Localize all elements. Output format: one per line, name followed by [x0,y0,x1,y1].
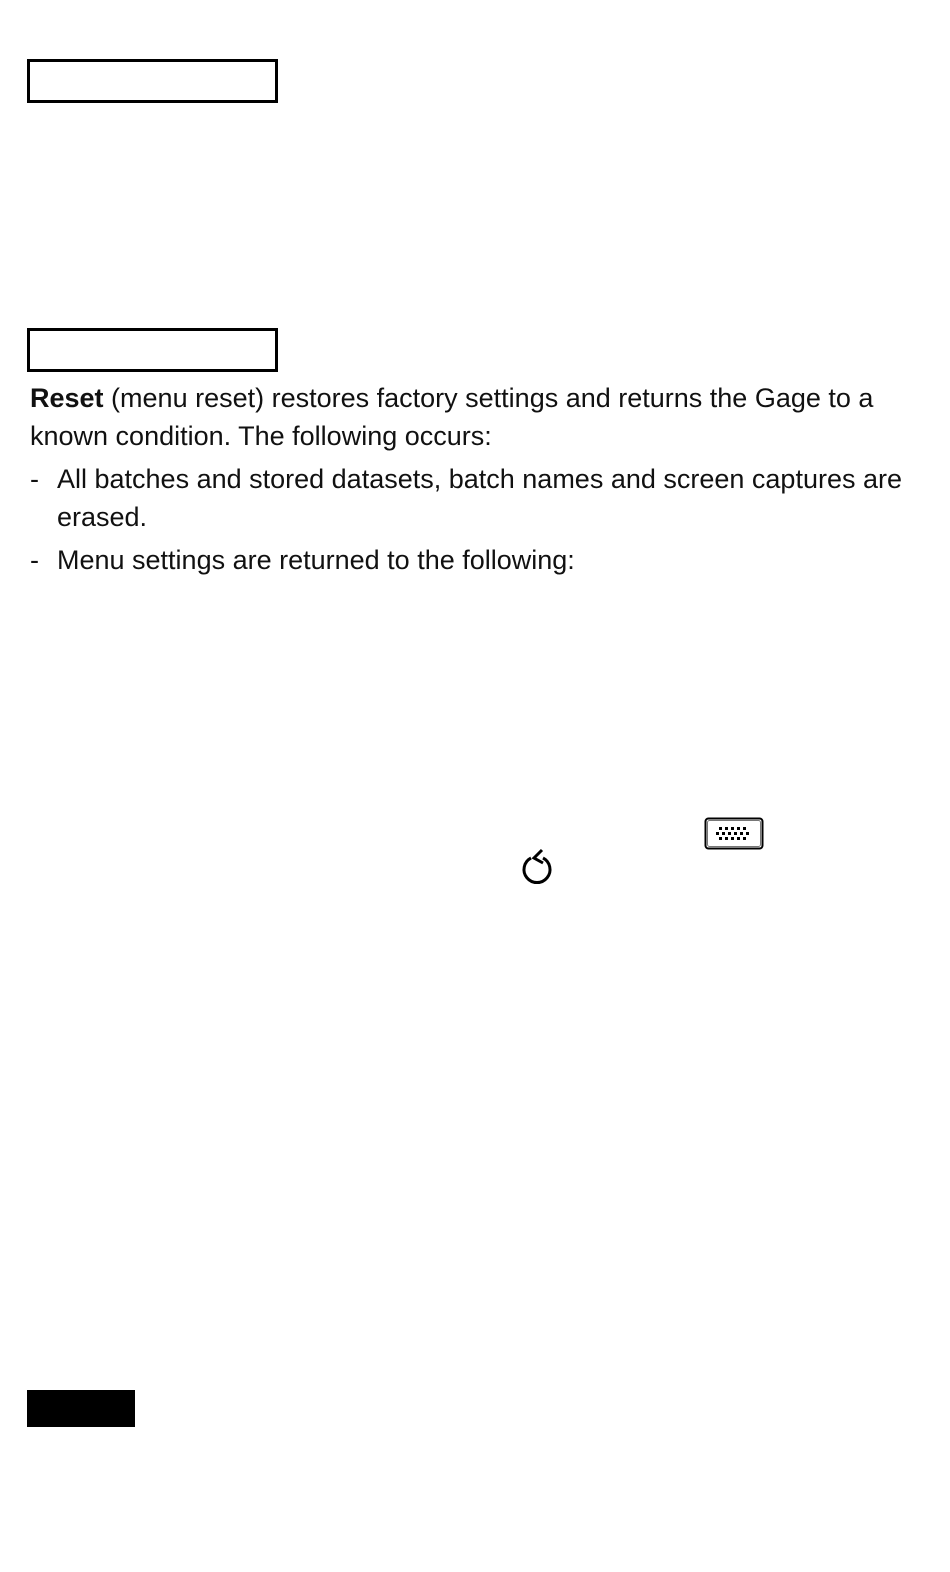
list-item-text: Menu settings are returned to the following: [57,545,575,575]
reset-term: Reset [30,383,104,413]
bullet-dash: - [30,545,39,575]
list-item [30,461,910,536]
keyboard-icon [704,817,764,850]
reset-effects-list [30,461,910,586]
footer-bar [27,1390,135,1427]
list-item [30,542,910,580]
reset-description-text: (menu reset) restores factory settings and returns the Gage to a known condition. The following occurs: [30,383,874,451]
list-item-text: All batches and stored datasets, batch names and screen captures are erased. [57,464,903,532]
reset-icon [518,848,556,886]
heading-box-reset [27,328,278,372]
heading-box-top [27,59,278,103]
reset-description [30,380,935,455]
bullet-dash: - [30,464,39,494]
